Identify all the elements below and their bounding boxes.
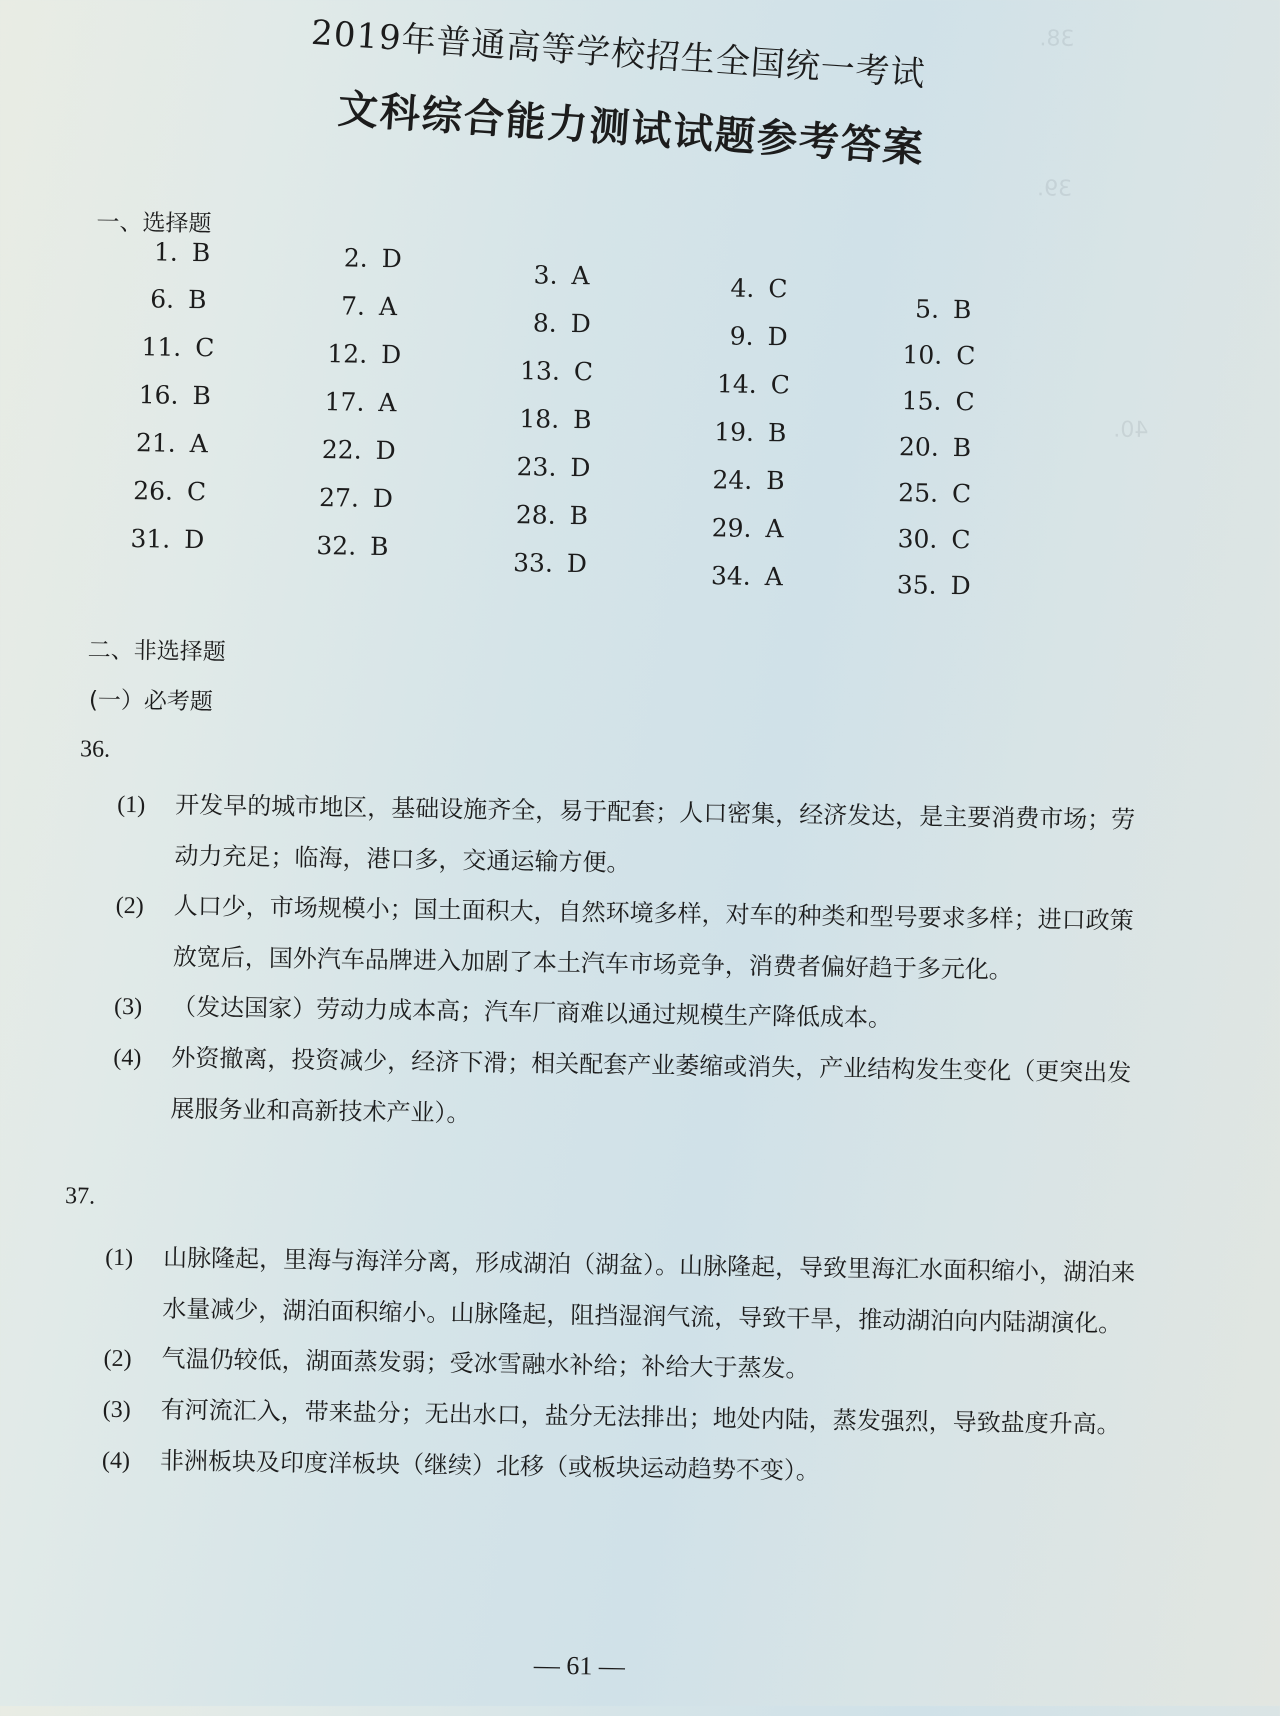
mc-answer: 28. B — [515, 500, 589, 531]
mc-answer: 19. B — [714, 417, 787, 448]
answer-part: (4) 外资撤离，投资减少，经济下滑；相关配套产业萎缩或消失，产业结构发生变化（更突出发展服务业和高新技术产业）。 — [113, 1043, 1132, 1128]
mc-answer: 17. A — [324, 387, 397, 418]
mc-answer: 8. D — [532, 308, 592, 339]
mc-answer: 18. B — [519, 404, 592, 435]
mc-answer: 3. A — [533, 260, 590, 291]
mc-answer: 31. D — [130, 524, 205, 555]
mc-answer: 6. B — [150, 284, 207, 315]
mc-answer: 4. C — [730, 273, 788, 304]
section-heading-non-multiple-choice: 二、非选择题 — [87, 637, 226, 666]
mc-answer: 16. B — [138, 380, 212, 411]
mc-answer: 25. C — [898, 478, 972, 509]
mc-answer: 21. A — [135, 428, 209, 459]
answer-part: (1) 开发早的城市地区，基础设施齐全，易于配套；人口密集，经济发达，是主要消费市场；劳动力充足；临海，港口多，交通运输方便。 — [117, 790, 1136, 877]
page-number: — 61 — — [533, 1650, 626, 1681]
mc-answer: 1. B — [153, 237, 211, 268]
question-number-36: 36. — [79, 736, 111, 763]
mc-answer: 23. D — [516, 452, 591, 483]
exam-title: 2019年普通高等学校招生全国统一考试 — [309, 12, 927, 95]
answer-part: (4) 非洲板块及印度洋板块（继续）北移（或板块运动趋势不变）。 — [101, 1446, 821, 1486]
subsection-heading-required: (一）必考题 — [88, 687, 214, 716]
mc-answer: 32. B — [316, 530, 389, 562]
bleed-through-text: 39. — [1036, 176, 1073, 202]
mc-answer: 12. D — [327, 339, 402, 370]
mc-answer: 27. D — [318, 483, 394, 514]
mc-answer: 20. B — [898, 432, 972, 463]
mc-answer: 15. C — [901, 386, 975, 417]
bleed-through-text: 40. — [1113, 417, 1149, 444]
question-36-answers — [112, 779, 1137, 1149]
mc-answer: 33. D — [512, 548, 588, 579]
section-heading-multiple-choice: 一、选择题 — [96, 209, 212, 238]
mc-answer: 30. C — [897, 524, 971, 555]
mc-answer: 22. D — [321, 435, 396, 466]
document-title: 文科综合能力测试试题参考答案 — [336, 86, 927, 173]
answer-part: (3) 有河流汇入，带来盐分；无出水口，盐分无法排出；地处内陆，蒸发强烈，导致盐度升高。 — [102, 1395, 1121, 1439]
mc-answer: 24. B — [712, 465, 785, 496]
answer-part: (2) 气温仍较低，湖面蒸发弱；受冰雪融水补给；补给大于蒸发。 — [103, 1344, 810, 1383]
mc-answer: 11. C — [141, 332, 215, 363]
bleed-through-text: 38. — [1039, 26, 1075, 52]
answer-part: (2) 人口少，市场规模小；国土面积大，自然环境多样，对车的种类和型号要求多样；进口政策放宽后，国外汽车品牌进入加剧了本土汽车市场竞争，消费者偏好趋于多元化。 — [115, 891, 1134, 984]
answer-part: (3) （发达国家）劳动力成本高；汽车厂商难以通过规模生产降低成本。 — [113, 992, 893, 1033]
mc-answer: 35. D — [896, 570, 971, 601]
question-37-answers — [102, 1232, 1136, 1502]
mc-answer: 14. C — [716, 369, 791, 400]
mc-answer: 26. C — [133, 476, 207, 507]
mc-answer: 29. A — [711, 513, 784, 544]
mc-answer: 34. A — [710, 561, 784, 592]
mc-answer: 10. C — [902, 340, 976, 371]
mc-answer: 5. B — [914, 294, 972, 325]
answer-part: (1) 山脉隆起，里海与海洋分离，形成湖泊（湖盆）。山脉隆起，导致里海汇水面积缩小，湖泊来水量减少，湖泊面积缩小。山脉隆起，阻挡湿润气流，导致干旱，推动湖泊向内陆湖演化。 — [104, 1243, 1136, 1338]
question-number-37: 37. — [64, 1183, 96, 1210]
mc-answer: 7. A — [340, 291, 398, 322]
mc-answer: 9. D — [729, 321, 788, 352]
mc-answer: 2. D — [343, 243, 403, 274]
mc-answer: 13. C — [519, 356, 594, 387]
